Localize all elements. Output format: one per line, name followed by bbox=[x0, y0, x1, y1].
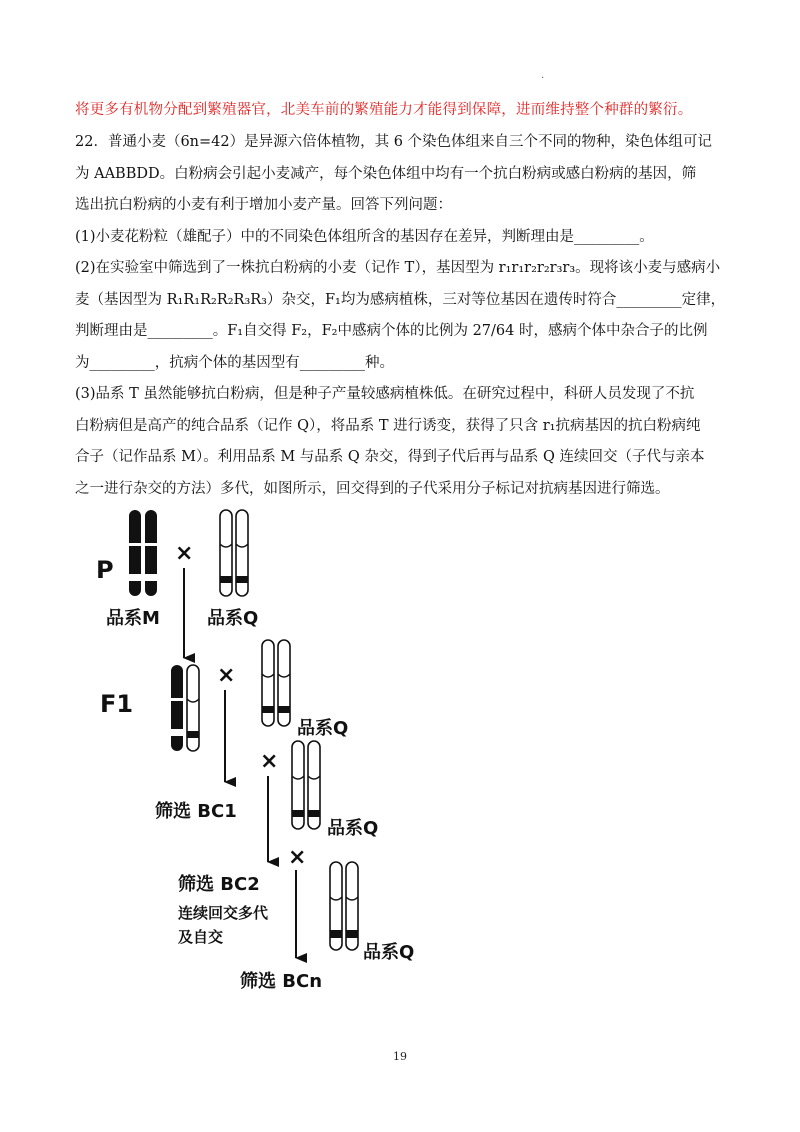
label-strain-q: 品系Q bbox=[207, 608, 259, 629]
backcross-diagram bbox=[0, 500, 800, 1020]
label-bc1: 筛选 BC1 bbox=[155, 801, 237, 822]
label-repeat-line2: 及自交 bbox=[178, 928, 224, 946]
question-line: 判断理由是_________。F₁自交得 F₂，F₂中感病个体的比例为 27/64 时，感病个体中杂合子的比例 bbox=[75, 323, 708, 339]
question-line: 之一进行杂交的方法）多代，如图所示，回交得到的子代采用分子标记对抗病基因进行筛选。 bbox=[75, 480, 670, 497]
header-dot: . bbox=[541, 70, 545, 81]
question-line: (3)品系 T 虽然能够抗白粉病，但是种子产量较感病植株低。在研究过程中，科研人员发现了不抗 bbox=[75, 386, 695, 402]
question-22-text bbox=[75, 127, 725, 505]
generation-label-f1: F1 bbox=[100, 690, 134, 718]
generation-label-p: P bbox=[96, 556, 114, 584]
chromosome-pair-q bbox=[220, 510, 248, 596]
question-line: 合子（记作品系 M）。利用品系 M 与品系 Q 杂交，得到子代后再与品系 Q 连续回交（子代与亲本 bbox=[75, 449, 705, 465]
cross-symbol: × bbox=[217, 663, 236, 688]
question-line: (1)小麦花粉粒（雄配子）中的不同染色体组所含的基因存在差异，判断理由是_________。 bbox=[75, 228, 654, 245]
cross-symbol: × bbox=[288, 845, 307, 870]
page-number: 19 bbox=[393, 1050, 407, 1063]
chromosome-pair-f1 bbox=[171, 665, 199, 751]
question-line: 选出抗白粉病的小麦有利于增加小麦产量。回答下列问题： bbox=[75, 197, 452, 213]
cross-symbol: × bbox=[175, 541, 194, 566]
question-line: (2)在实验室中筛选到了一株抗白粉病的小麦（记作 T），基因型为 r₁r₁r₂r₂r₃r₃。现将该小麦与感病小 bbox=[75, 260, 721, 276]
chromosome-pair-q bbox=[292, 741, 320, 829]
chromosome-pair-m bbox=[129, 510, 157, 596]
backcross-diagram-svg bbox=[0, 500, 800, 1020]
question-line: 麦（基因型为 R₁R₁R₂R₂R₃R₃）杂交，F₁均为感病植株，三对等位基因在遗传时符合_________定律， bbox=[75, 291, 726, 308]
label-strain-m: 品系M bbox=[106, 608, 160, 629]
chromosome-pair-q bbox=[262, 640, 290, 726]
label-strain-q: 品系Q bbox=[327, 818, 379, 839]
label-strain-q: 品系Q bbox=[297, 718, 349, 739]
answer-continuation-text: 将更多有机物分配到繁殖器官，北美车前的繁殖能力才能得到保障，进而维持整个种群的繁衍。 bbox=[75, 102, 693, 118]
question-line: 白粉病但是高产的纯合品系（记作 Q），将品系 T 进行诱变，获得了只含 r₁抗病基因的抗白粉病纯 bbox=[75, 417, 701, 434]
question-line: 为 AABBDD。白粉病会引起小麦减产，每个染色体组中均有一个抗白粉病或感白粉病的基因，筛 bbox=[75, 165, 697, 182]
question-line: 为_________，抗病个体的基因型有_________种。 bbox=[75, 354, 394, 371]
label-bc2: 筛选 BC2 bbox=[178, 874, 260, 895]
label-bcn: 筛选 BCn bbox=[240, 971, 323, 992]
chromosome-pair-q bbox=[330, 862, 358, 950]
label-repeat-line1: 连续回交多代 bbox=[178, 904, 269, 922]
question-line: 22．普通小麦（6n=42）是异源六倍体植物，其 6 个染色体组来自三个不同的物种，染色体组可记 bbox=[75, 134, 713, 150]
label-strain-q: 品系Q bbox=[363, 942, 415, 963]
cross-symbol: × bbox=[260, 749, 279, 774]
